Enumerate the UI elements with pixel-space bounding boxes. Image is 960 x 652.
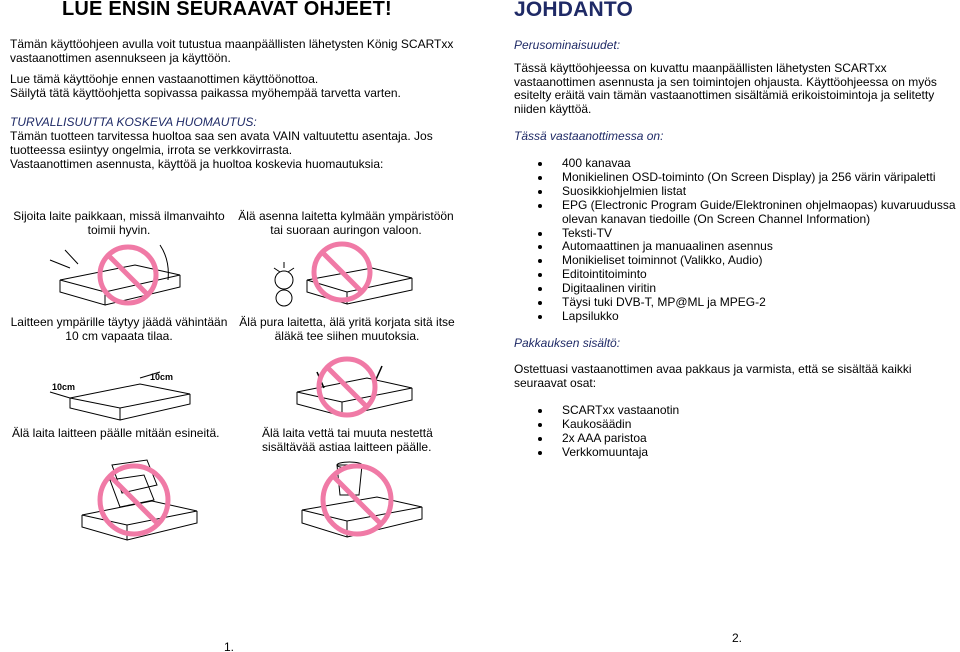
- receiver-heading: Tässä vastaanottimessa on:: [514, 129, 664, 143]
- feature-item: 400 kanavaa: [536, 157, 956, 171]
- caption-ventilation: Sijoita laite paikkaan, missä ilmanvaihto toimii hyvin.: [13, 209, 225, 237]
- keep-text: Säilytä tätä käyttöohjetta sopivassa paikassa myöhempää tarvetta varten.: [10, 86, 401, 100]
- left-page-title: LUE ENSIN SEURAAVAT OHJEET!: [62, 0, 392, 20]
- page-number-right: 2.: [732, 631, 743, 645]
- clearance-label-left: 10cm: [52, 382, 76, 392]
- repair-illustration: [262, 352, 432, 422]
- intro-text: Tämän käyttöohjeen avulla voit tutustua maanpäällisten lähetysten König SCARTxx vastaanottimen asennukseen ja käyttöön.: [10, 37, 454, 65]
- feature-item: Suosikkiohjelmien listat: [536, 185, 956, 199]
- feature-item: Täysi tuki DVB-T, MP@ML ja MPEG-2: [536, 296, 956, 310]
- feature-item: Editointitoiminto: [536, 268, 956, 282]
- page-number-left: 1.: [224, 640, 235, 652]
- features-heading: Perusominaisuudet:: [514, 38, 621, 52]
- caption-no-objects: Älä laita laitteen päälle mitään esineitä.: [12, 426, 220, 440]
- caption-repair: Älä pura laitetta, älä yritä korjata sitä itse äläkä tee siihen muutoksia.: [239, 315, 455, 343]
- feature-item: EPG (Electronic Program Guide/Elektroninen ohjelmaopas) kuvaruudussa olevan kanavan tiedoille (On Screen Channel Information): [536, 199, 956, 227]
- ventilation-illustration: [40, 240, 200, 310]
- sun-illustration: [262, 240, 422, 310]
- safety-heading: TURVALLISUUTTA KOSKEVA HUOMAUTUS:: [10, 115, 257, 129]
- safety-text: Tämän tuotteen tarvitessa huoltoa saa sen avata VAIN valtuutettu asentaja. Jos tuotteessa esiintyy ongelmia, irrota se verkkovirrasta.: [10, 129, 433, 157]
- clearance-illustration: [40, 368, 210, 423]
- package-heading: Pakkauksen sisältö:: [514, 336, 621, 350]
- package-item: Verkkomuuntaja: [536, 446, 936, 460]
- features-intro: Tässä käyttöohjeessa on kuvattu maanpäällisten lähetysten SCARTxx vastaanottimen asennusta ja sen toimintojen ohjausta. Käyttöohjeessa on myös esitelty eräitä vain tämän vastaanottimen sisältämiä erikoistoimintoja ja selitetty niiden käyttöä.: [514, 61, 937, 116]
- caption-sun: Älä asenna laitetta kylmään ympäristöön tai suoraan auringon valoon.: [238, 209, 454, 237]
- feature-item: Digitaalinen viritin: [536, 282, 956, 296]
- feature-item: Teksti-TV: [536, 227, 956, 241]
- notes-intro: Vastaanottimen asennusta, käyttöä ja huoltoa koskevia huomautuksia:: [10, 157, 384, 171]
- feature-item: Monikieliset toiminnot (Valikko, Audio): [536, 254, 956, 268]
- no-liquids-illustration: [282, 455, 442, 550]
- feature-item: Lapsilukko: [536, 310, 956, 324]
- package-item: 2x AAA paristoa: [536, 432, 936, 446]
- caption-clearance: Laitteen ympärille täytyy jäädä vähintään 10 cm vapaata tilaa.: [10, 315, 228, 343]
- package-list: [536, 404, 936, 460]
- feature-item: Automaattinen ja manuaalinen asennus: [536, 240, 956, 254]
- package-item: Kaukosäädin: [536, 418, 936, 432]
- read-first-text: Lue tämä käyttöohje ennen vastaanottimen käyttöönottoa.: [10, 72, 319, 86]
- package-intro: Ostettuasi vastaanottimen avaa pakkaus ja varmista, että se sisältää kaikki seuraavat osat:: [514, 362, 912, 390]
- package-item: SCARTxx vastaanotin: [536, 404, 936, 418]
- feature-list: [536, 157, 956, 324]
- no-objects-illustration: [62, 455, 212, 550]
- right-page-title: JOHDANTO: [514, 0, 634, 21]
- clearance-label-right: 10cm: [150, 372, 174, 382]
- caption-no-liquids: Älä laita vettä tai muuta nestettä sisältävää astiaa laitteen päälle.: [262, 426, 433, 454]
- feature-item: Monikielinen OSD-toiminto (On Screen Display) ja 256 värin väripaletti: [536, 171, 956, 185]
